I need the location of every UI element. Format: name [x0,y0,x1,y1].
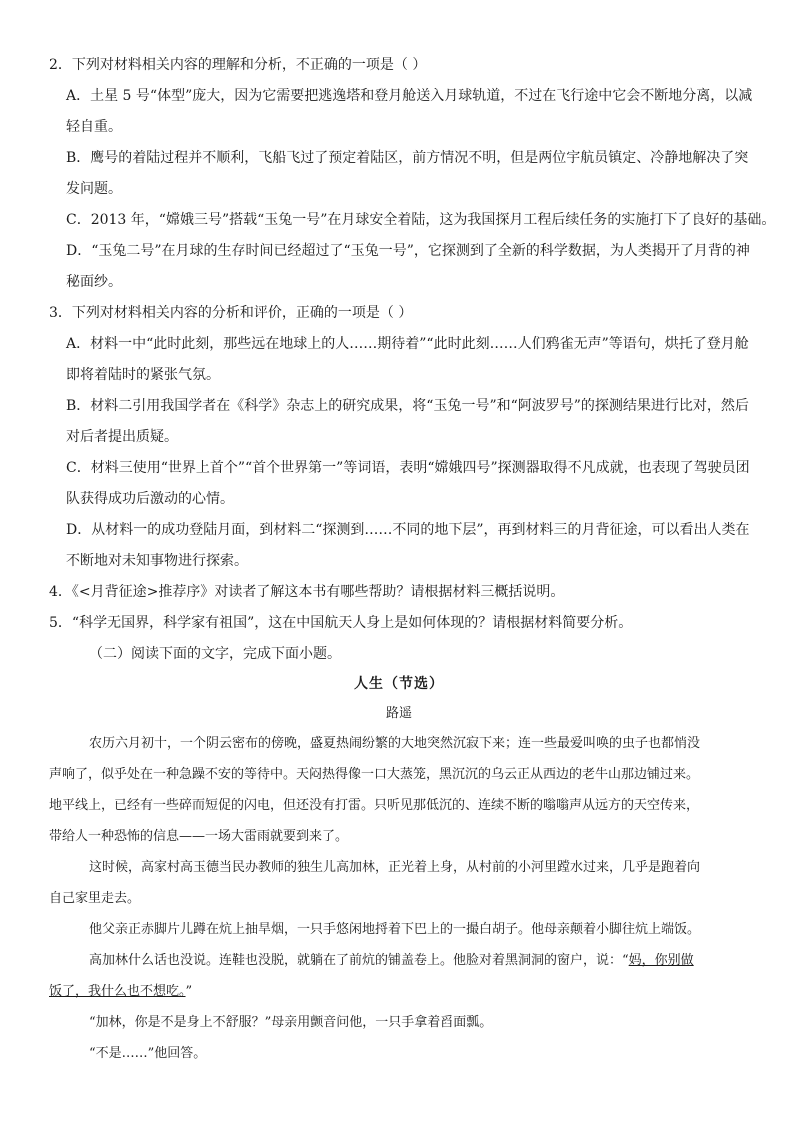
paragraph-5 [49,1007,749,1038]
section-heading: （二）阅读下面的文字，完成下面小题。 [89,646,341,662]
question-2-option-a: A．土星 5 号“体型”庞大，因为它需要把逃逸塔和登月舱送入月球轨道，不过在飞行途中它会不断地分离，以减 [66,88,753,104]
paragraph-1-line-4: 带给人一种恐怖的信息——一场大雷雨就要到来了。 [49,829,349,844]
paragraph-2-line-1: 这时候，高家村高玉德当民办教师的独生儿高加林，正光着上身，从村前的小河里蹚水过来，几乎是跑着向 [89,860,701,875]
question-3-option-d-cont: 不断地对未知事物进行探索。 [66,553,248,569]
question-3-option-b-cont: 对后者提出质疑。 [66,429,178,445]
question-2-option-d: D．“玉兔二号”在月球的生存时间已经超过了“玉兔一号”，它探测到了全新的科学数据，为人类揭开了月背的神 [66,243,750,259]
question-4-5 [49,577,749,670]
question-3-stem: 3．下列对材料相关内容的分析和评价，正确的一项是（ ） [49,305,413,321]
paragraph-4-underlined-quote-1: 妈，你别做 [628,953,694,968]
paragraph-5-line-1: “加林，你是不是身上不舒服？”母亲用颤音问他，一只手拿着舀面瓢。 [89,1015,493,1030]
article [49,670,749,1069]
question-3-option-a-cont: 即将着陆时的紧张气氛。 [66,367,220,383]
question-2-option-b: B．鹰号的着陆过程并不顺利，飞船飞过了预定着陆区，前方情况不明，但是两位宇航员镇定、冷静地解决了突 [66,150,749,166]
paragraph-4-line-1 [49,945,749,976]
question-2 [49,50,776,298]
question-2-option-d-cont: 秘面纱。 [66,274,122,290]
paragraph-2-line-2: 自己家里走去。 [49,891,141,906]
question-area [49,50,776,1069]
question-4: 4．《<月背征途>推荐序》对读者了解这本书有哪些帮助？请根据材料三概括说明。 [49,584,565,600]
paragraph-4-end-quote: ” [185,984,193,999]
article-title: 人生（节选） [354,676,444,692]
question-2-option-b-cont: 发问题。 [66,181,122,197]
paragraph-2 [49,852,749,914]
paragraph-1-line-2: 声响了，似乎处在一种急躁不安的等待中。天闷热得像一口大蒸笼，黑沉沉的乌云正从西边的老牛山那边铺过来。 [49,767,700,782]
question-3-option-d: D．从材料一的成功登陆月面，到材料二“探测到……不同的地下层”，再到材料三的月背征途，可以看出人类在 [66,522,750,538]
paragraph-3 [49,914,749,945]
paragraph-4-text: 高加林什么话也没说。连鞋也没脱，就躺在了前炕的铺盖卷上。他脸对着黑洞洞的窗户，说：“ [89,953,629,968]
paragraph-1-line-1: 农历六月初十，一个阴云密布的傍晚，盛夏热闹纷繁的大地突然沉寂下来；连一些最爱叫唤的虫子也都悄没 [89,736,701,751]
paragraph-1-line-3: 地平线上，已经有一些碎而短促的闪电，但还没有打雷。只听见那低沉的、连续不断的嗡嗡声从远方的天空传来， [49,798,700,813]
question-2-stem: 2．下列对材料相关内容的理解和分析，不正确的一项是（ ） [49,57,427,73]
paragraph-3-line-1: 他父亲正赤脚片儿蹲在炕上抽旱烟，一只手悠闲地捋着下巴上的一撮白胡子。他母亲颠着小脚往炕上端饭。 [89,922,701,937]
question-2-option-a-cont: 轻自重。 [66,119,122,135]
question-3-option-a: A．材料一中“此时此刻，那些远在地球上的人……期待着”“此时此刻……人们鸦雀无声”等语句，烘托了登月舱 [66,336,749,352]
question-3 [49,298,749,577]
question-2-option-c: C．2013 年，“嫦娥三号”搭载“玉兔一号”在月球安全着陆，这为我国探月工程后续任务的实施打下了良好的基础。 [66,212,776,228]
paragraph-4-underlined-quote-2: 饭了，我什么也不想吃。 [49,984,186,999]
question-3-option-c-cont: 队获得成功后激动的心情。 [66,491,234,507]
question-3-option-b: B．材料二引用我国学者在《科学》杂志上的研究成果，将“玉兔一号”和“阿波罗号”的探测结果进行比对，然后 [66,398,749,414]
question-5: 5．“科学无国界，科学家有祖国”，这在中国航天人身上是如何体现的？请根据材料简要分析。 [49,615,633,631]
article-author: 路遥 [385,706,412,721]
paragraph-4 [49,945,749,1007]
paragraph-6 [49,1038,749,1069]
paragraph-6-line-1: “不是……”他回答。 [89,1046,207,1061]
question-3-option-c: C．材料三使用“世界上首个”“首个世界第一”等词语，表明“嫦娥四号”探测器取得不凡成就，也表现了驾驶员团 [66,460,750,476]
paragraph-4-line-2 [49,976,749,1007]
paragraph-1 [49,728,749,852]
